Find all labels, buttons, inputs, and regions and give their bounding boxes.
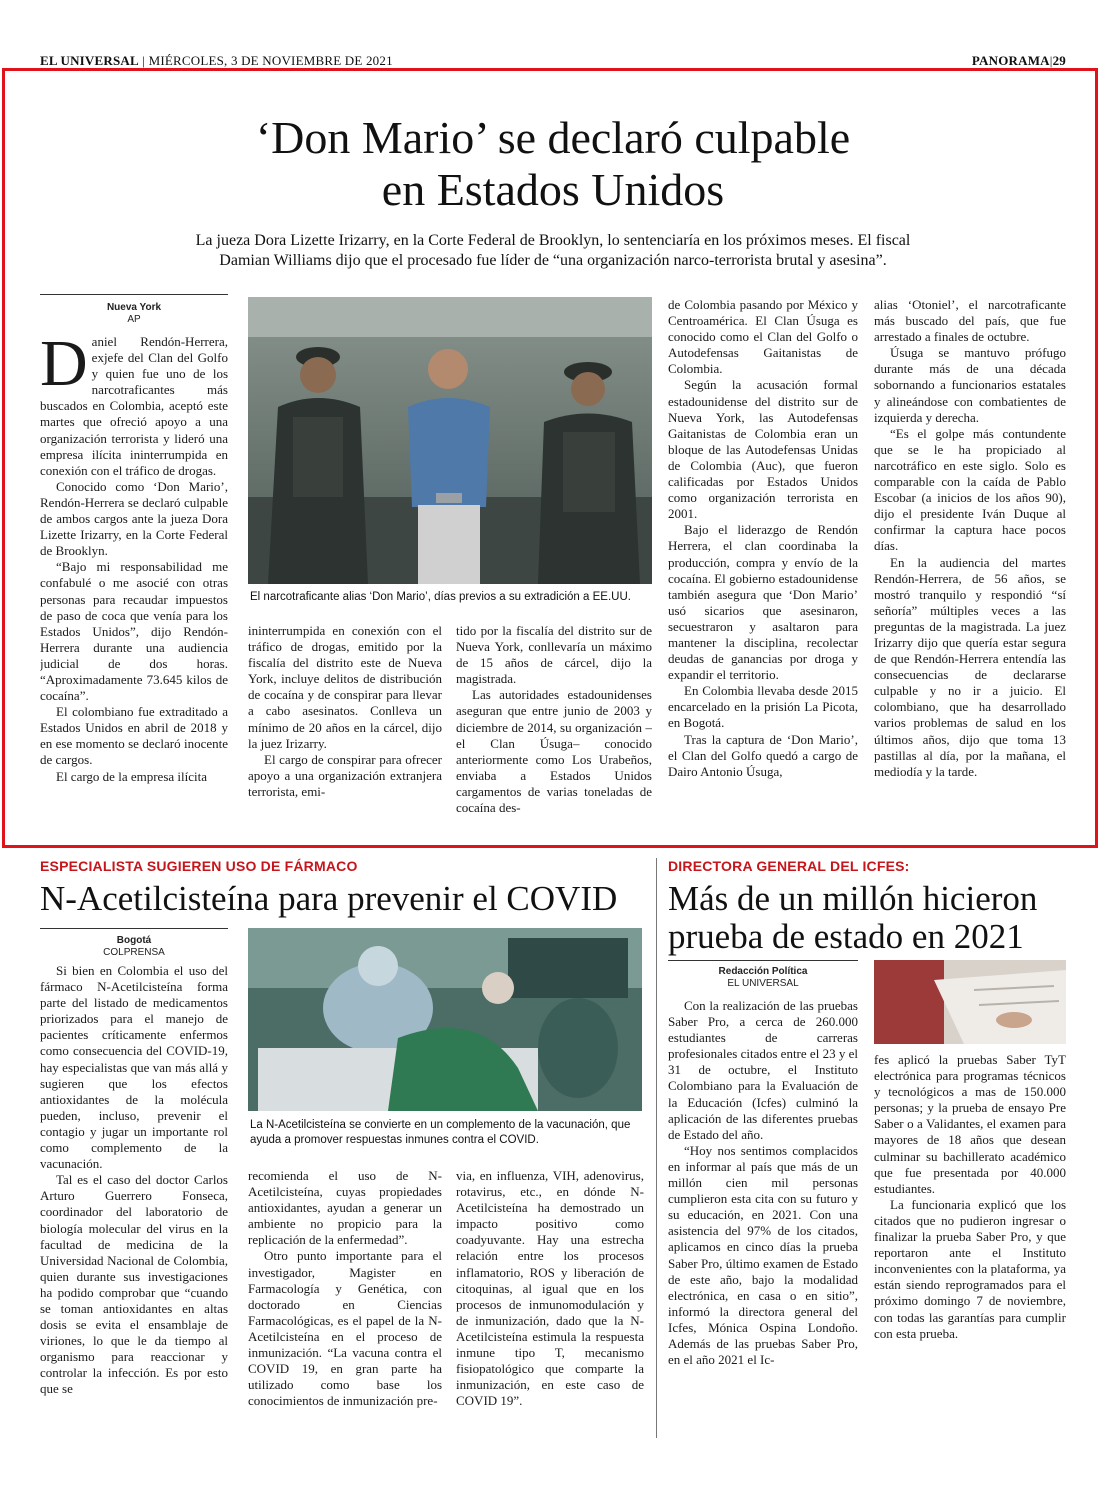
icfes-kicker: DIRECTORA GENERAL DEL ICFES: xyxy=(668,858,910,874)
lead-paragraph: alias ‘Otoniel’, el narcotraficante más buscado del país, que fue arrestado a finales de octubre. xyxy=(874,297,1066,345)
page-number: 29 xyxy=(1052,53,1066,68)
byline-city: Bogotá xyxy=(116,935,152,946)
covid-paragraph: via, en influenza, VIH, adenovirus, rotavirus, etc., en dónde N-Acetilcisteína ha demostrado un impacto positivo como coadyuvante. Hay una estrecha relación entre los procesos inflamatorio, ROS y liberación de citoquinas, al igual que en los procesos de inmunomodulación y de inmunización, dado que la N-Acetilcisteína estimula la respuesta inmune tipo T, mecanismo fisiopatológico que comparte la inmunización, en este caso de COVID 19”. xyxy=(456,1168,644,1409)
covid-column-1 xyxy=(40,963,228,1435)
lead-column-2 xyxy=(248,623,442,826)
lead-paragraph: tido por la fiscalía del distrito sur de Nueva York, conllevaría un máximo de 15 años de cárcel, dijo la magistrada. xyxy=(456,623,652,687)
lead-paragraph: En Colombia llevaba desde 2015 encarcelado en la prisión La Picota, en Bogotá. xyxy=(668,683,858,731)
byline-agency: AP xyxy=(127,314,141,325)
column-divider xyxy=(656,858,657,1438)
covid-photo-caption: La N-Acetilcisteína se convierte en un complemento de la vacunación, que ayuda a promover respuestas inmunes contra el COVID. xyxy=(250,1119,631,1146)
don-mario-photo xyxy=(248,297,652,584)
covid-column-2 xyxy=(248,1168,442,1436)
byline-city: Nueva York xyxy=(106,302,162,313)
lead-deck-line-1: La jueza Dora Lizette Irizarry, en la Corte Federal de Brooklyn, lo sentenciaría en los próximos meses. El fiscal xyxy=(195,232,911,249)
covid-column-3 xyxy=(456,1168,644,1436)
lead-column-1 xyxy=(40,334,228,826)
lead-deck-line-2: Damian Williams dijo que el procesado fue líder de “una organización narco-terrorista brutal y asesina”. xyxy=(219,252,887,269)
byline-rule xyxy=(40,294,228,295)
lead-paragraph: El colombiano fue extraditado a Estados Unidos en abril de 2018 y en ese momento se declaró inocente de cargos. xyxy=(40,704,228,768)
icfes-paragraph: Con la realización de las pruebas Saber Pro, a cerca de 260.000 estudiantes de carreras profesionales citados entre el 23 y el 31 de octubre, el Instituto Colombiano para la Evaluación de la Educación (Icfes) culminó la aplicación de las diferentes pruebas de Estado del año. xyxy=(668,998,858,1142)
icfes-column-1 xyxy=(668,998,858,1432)
lead-paragraph: El cargo de la empresa ilícita xyxy=(56,768,207,784)
lead-paragraph: Bajo el liderazgo de Rendón Herrera, el clan coordinaba la producción, compra y envío de la cocaína. El gobierno estadounidense también asegura que ‘Don Mario’ usó sicarios que asesinaron, secuestraron y asaltaron para mantener la disciplina, recolectar deudas de ganancias por droga y expandir el territorio. xyxy=(668,522,858,683)
lead-headline: ‘Don Mario’ se declaró culpable en Estados Unidos xyxy=(255,112,851,215)
icfes-paragraph: fes aplicó la pruebas Saber TyT electrónica para programas técnicos y tecnológicos a mas de 150.000 personas; y la prueba de ensayo Pre Saber o a Validantes, el examen para mayores de 18 años que desean culminar su bachillerato académico que fue presentada por 40.000 estudiantes. xyxy=(874,1052,1066,1196)
lead-paragraph: Las autoridades estadounidenses aseguran que entre junio de 2003 y diciembre de 2014, su organización –el Clan Úsuga– conocido anteriormente como Los Urabeños, enviaba a Estados Unidos cargamentos de varias toneladas de cocaína des- xyxy=(456,687,652,816)
byline-agency: EL UNIVERSAL xyxy=(727,978,799,989)
lead-paragraph: aniel Rendón-Herrera, exjefe del Clan del Golfo y quien fue uno de los narcotraficantes más buscados en Colombia, aceptó este martes que ofreció apoyo a una organización terrorista y lideró una empresa ilícita ininterrumpida en conexión con el tráfico de drogas. xyxy=(40,334,228,478)
covid-paragraph: Si bien en Colombia el uso del fármaco N-Acetilcisteína forma parte del listado de medicamentos priorizados para el manejo de pacientes críticamente enfermos como consecuencia del COVID-19, hay especialistas que van más allá y sugieren que los efectos antioxidantes de la molécula pueden, incluso, prevenir el contagio y jugar un importante rol como complemento de la vacunación. xyxy=(40,963,228,1172)
lead-paragraph: Tras la captura de ‘Don Mario’, el Clan del Golfo quedó a cargo de Dairo Antonio Úsuga, xyxy=(668,731,858,779)
byline-rule xyxy=(40,928,228,929)
icfes-exam-photo xyxy=(874,960,1066,1044)
lead-column-5 xyxy=(874,297,1066,827)
page-header-left: EL UNIVERSAL | MIÉRCOLES, 3 DE NOVIEMBRE DE 2021 xyxy=(40,53,393,68)
lead-paragraph: “Bajo mi responsabilidad me confabulé o me asocié con otras personas para recaudar impuestos de paso de coca que venía para los Estados Unidos”, dijo Rendón-Herrera durante una audiencia judicial de dos horas. “Aproximadamente 73.645 kilos de cocaína”. xyxy=(40,559,228,704)
lead-paragraph: Úsuga se mantuvo prófugo durante más de una década sobornando a funcionarios estatales y alineándose con combatientes de izquierda y derecha. xyxy=(874,345,1066,425)
lead-paragraph: “Es el golpe más contundente que se le ha propiciado al narcotráfico en este siglo. Solo es comparable con la caída de Pablo Escobar (a inicios de los años 90), dijo el presidente Iván Duque al confirmar la captura hace pocos días. xyxy=(874,425,1066,554)
icfes-paragraph: “Hoy nos sentimos complacidos en informar al país que más de un millón cien mil personas cumplieron esta cita con su futuro y su educación, en 2021. Con una asistencia del 97% de los citados, aplicamos en cinco días la prueba Saber Pro, último examen de Estado de este año, bajo la modalidad electrónica, en casa o en sitio”, informó la directora general del Icfes, Mónica Ospina Londoño. Además de las pruebas Saber Pro, en el año 2021 el Ic- xyxy=(668,1142,858,1368)
lead-column-4 xyxy=(668,297,858,827)
lead-photo-caption: El narcotraficante alias ‘Don Mario’, días previos a su extradición a EE.UU. xyxy=(250,591,631,603)
lead-paragraph: ininterrumpida en conexión con el tráfico de drogas, emitido por la fiscalía del distrito este de Nueva York, incluye delitos de distribución de cocaína y de conspirar para llevar a cabo asesinatos. Conlleva un mínimo de 20 años en la cárcel, dijo la juez Irizarry. xyxy=(248,623,442,751)
lead-paragraph: En la audiencia del martes Rendón-Herrera, de 56 años, se mostró tranquilo y respondió “sí señoría” múltiples veces a las preguntas de la magistrada. La juez Irizarry dijo que quería estar segura de que Rendón-Herrera entendía las consecuencias de declararse culpable y no ir a juicio. El colombiano, que ha desarrollado varios problemas de salud en los últimos años, dijo que toma 13 pastillas al día, por la mañana, el mediodía y la tarde. xyxy=(874,554,1066,779)
covid-byline xyxy=(40,935,228,959)
drop-cap: D xyxy=(40,334,88,400)
byline-rule xyxy=(668,960,858,961)
covid-hospital-photo xyxy=(248,928,642,1111)
lead-paragraph: de Colombia pasando por México y Centroamérica. El Clan Úsuga es conocido como el Clan del Golfo o Autodefensas Gaitanistas de Colombia. xyxy=(668,297,858,377)
masthead: EL UNIVERSAL xyxy=(40,53,139,68)
section-name: PANORAMA xyxy=(971,53,1050,68)
page-header-right: PANORAMA|29 xyxy=(971,53,1066,68)
byline-agency: COLPRENSA xyxy=(103,947,165,958)
lead-byline xyxy=(40,302,228,326)
icfes-headline: Más de un millón hicieron prueba de estado en 2021 xyxy=(668,879,1038,956)
lead-paragraph: El cargo de conspirar para ofrecer apoyo a una organización extranjera terrorista, emi- xyxy=(248,751,442,799)
lead-paragraph: Conocido como ‘Don Mario’, Rendón-Herrera se declaró culpable de ambos cargos ante la jueza Dora Lizette Irizarry, en la Corte Federal de Brooklyn. xyxy=(40,478,228,559)
lead-paragraph: Según la acusación formal estadounidense del distrito sur de Nueva York, las Autodefensas Gaitanistas de Colombia eran un bloque de las Autodefensas Unidas de Colombia (Auc), que fueron calificadas por Estados Unidos como organización terrorista en 2001. xyxy=(668,377,858,522)
lead-deck xyxy=(40,231,1066,271)
covid-headline: N-Acetilcisteína para prevenir el COVID xyxy=(40,879,618,918)
covid-kicker: ESPECIALISTA SUGIEREN USO DE FÁRMACO xyxy=(40,858,358,874)
icfes-byline xyxy=(668,966,858,990)
icfes-paragraph: La funcionaria explicó que los citados que no pudieron ingresar o finalizar la prueba Saber Pro, y que reportaron ante el Instituto inconvenientes con la plataforma, ya están siendo reprogramados para el próximo domingo 7 de noviembre, con todas las garantías para cumplir con esta prueba. xyxy=(874,1196,1066,1341)
covid-paragraph: Tal es el caso del doctor Carlos Arturo Guerrero Fonseca, coordinador del laboratorio de biología molecular del virus en la facultad de medicina de la Universidad Nacional de Colombia, quien durante sus investigaciones ha podido comprobar que “cuando se toman antioxidantes en altas dosis se evita el ensamblaje de viriones, lo que le da tiempo al organismo para reaccionar y controlar la infección. Es por esto que se xyxy=(40,1172,228,1397)
byline-city: Redacción Política xyxy=(718,966,808,977)
covid-paragraph: recomienda el uso de N-Acetilcisteína, cuyas propiedades antioxidantes, ayudan a generar un ambiente no propicio para la replicación de la enfermedad”. xyxy=(248,1168,442,1248)
lead-column-3 xyxy=(456,623,652,826)
issue-date: MIÉRCOLES, 3 DE NOVIEMBRE DE 2021 xyxy=(148,53,393,68)
covid-paragraph: Otro punto importante para el investigador, Magister en Farmacología y Genética, con doctorado en Ciencias Farmacológicas, es el papel de la N-Acetilcisteína en el proceso de inmunización. “La vacuna contra el COVID 19, en gran parte ha utilizado como base los conocimientos de inmunización pre- xyxy=(248,1248,442,1409)
icfes-column-2 xyxy=(874,1052,1066,1432)
